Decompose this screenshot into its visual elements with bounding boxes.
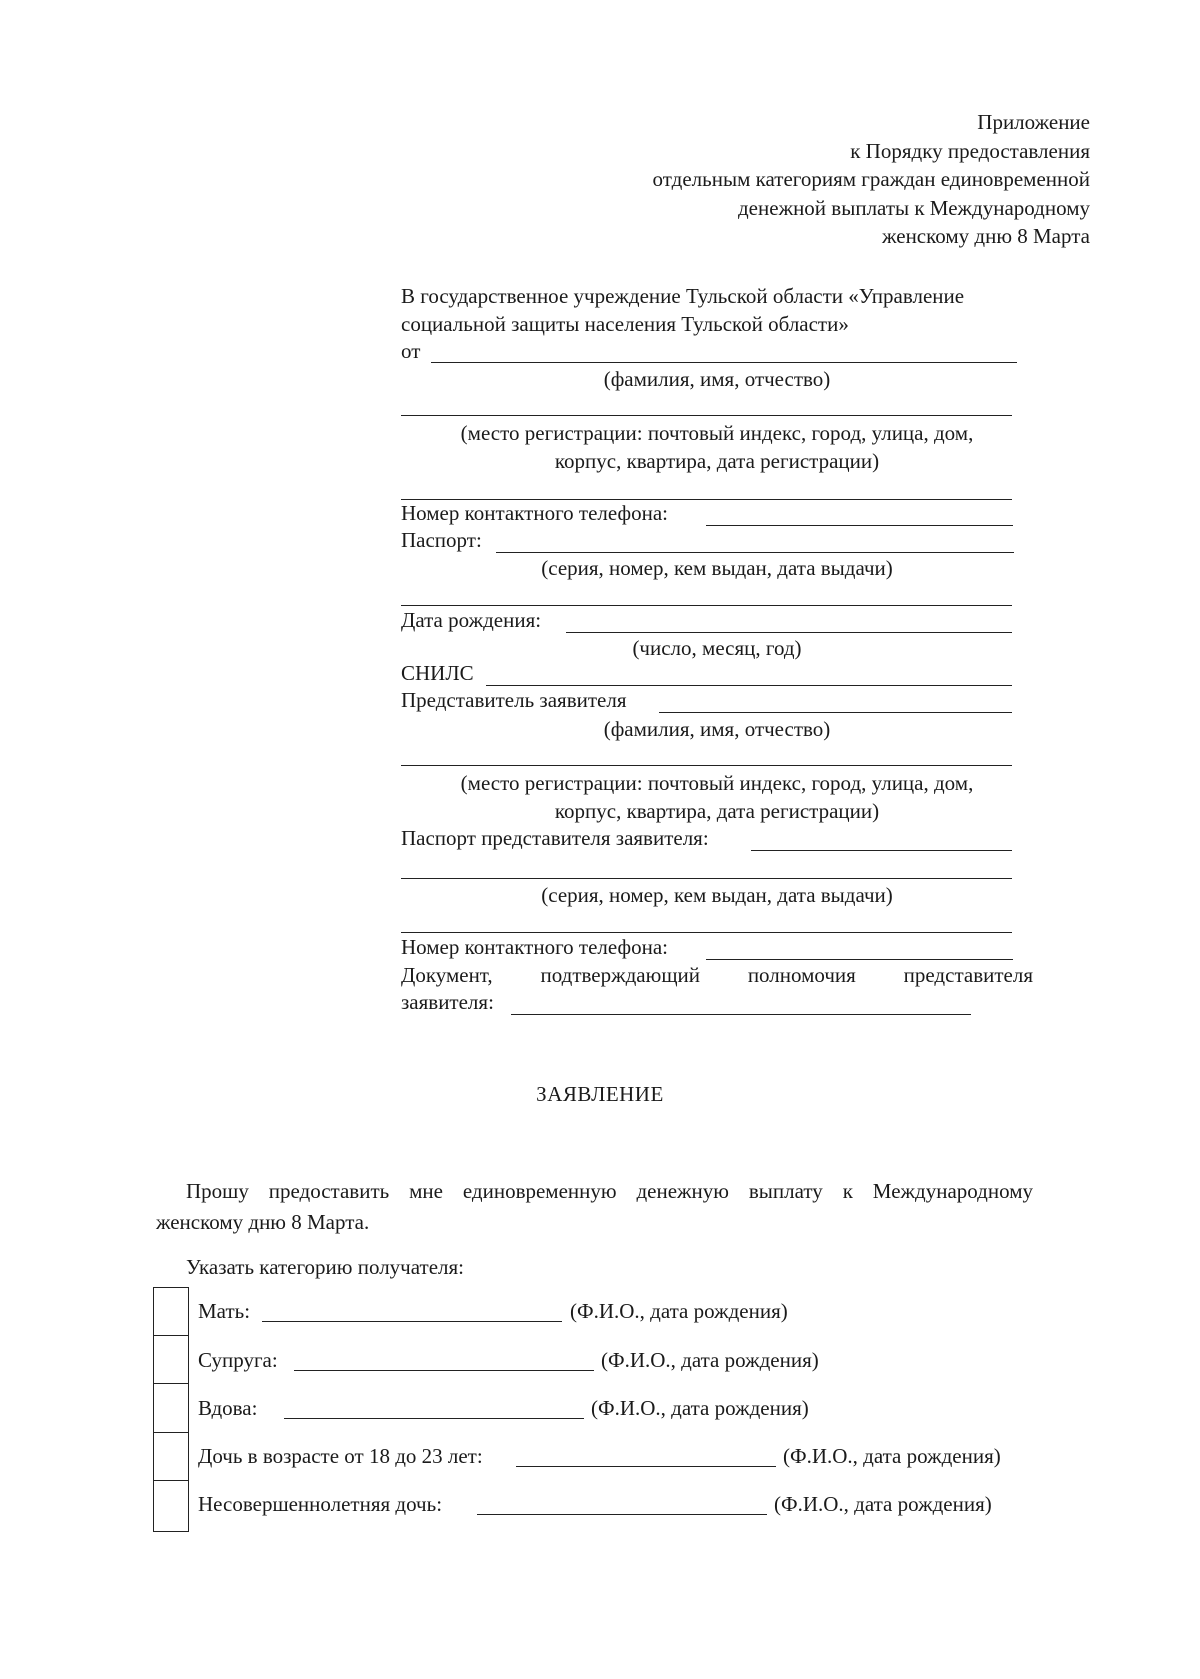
birth-field[interactable] <box>566 632 1012 633</box>
appendix-line: отдельным категориям граждан единовременной <box>652 167 1090 191</box>
applicant-fio-field[interactable] <box>431 362 1017 363</box>
representative-phone-label: Номер контактного телефона: <box>401 935 668 959</box>
appendix-header <box>653 108 1090 251</box>
appendix-line: денежной выплаты к Международному <box>738 195 1090 220</box>
phone-field[interactable] <box>706 525 1013 526</box>
authority-document-label: Документ, подтверждающий полномочия представителя <box>401 963 1033 987</box>
widow-fio-field[interactable] <box>284 1418 584 1419</box>
category-label: Дочь в возрасте от 18 до 23 лет: <box>198 1444 483 1468</box>
category-suffix: (Ф.И.О., дата рождения) <box>591 1396 809 1420</box>
category-label: Мать: <box>198 1299 251 1323</box>
checkbox-mother[interactable] <box>153 1287 189 1335</box>
checkbox-spouse[interactable] <box>153 1335 189 1383</box>
representative-label: Представитель заявителя <box>401 688 627 712</box>
representative-fio-hint: (фамилия, имя, отчество) <box>603 717 831 741</box>
from-label: от <box>401 339 421 363</box>
addressee-intro: В государственное учреждение Тульской области «Управление социальной защиты населения Тульской области» <box>401 284 965 336</box>
snils-label: СНИЛС <box>401 661 474 685</box>
birth-label: Дата рождения: <box>401 608 542 632</box>
snils-row <box>401 660 474 686</box>
checkbox-minor-daughter[interactable] <box>153 1479 189 1532</box>
registration-hint-line2: корпус, квартира, дата регистрации) <box>554 449 880 473</box>
category-suffix: (Ф.И.О., дата рождения) <box>774 1492 992 1516</box>
representative-registration-hint-line1: (место регистрации: почтовый индекс, город, улица, дом, <box>460 771 974 795</box>
phone-label: Номер контактного телефона: <box>401 501 668 525</box>
representative-passport-row <box>401 825 709 851</box>
representative-phone-row <box>401 934 668 960</box>
birth-hint: (число, месяц, год) <box>632 636 802 660</box>
passport-row <box>401 527 482 553</box>
applicant-registration-field[interactable] <box>401 415 1012 416</box>
representative-phone-field[interactable] <box>706 959 1013 960</box>
authority-document-row-2 <box>401 989 494 1015</box>
appendix-line: женскому дню 8 Марта <box>882 224 1090 248</box>
category-suffix: (Ф.И.О., дата рождения) <box>601 1348 819 1372</box>
category-label: Несовершеннолетняя дочь: <box>198 1492 443 1516</box>
authority-document-field[interactable] <box>511 1014 971 1015</box>
passport-field[interactable] <box>496 552 1014 553</box>
minor-daughter-fio-field[interactable] <box>477 1514 767 1515</box>
category-suffix: (Ф.И.О., дата рождения) <box>783 1444 1001 1468</box>
passport-extra-field[interactable] <box>401 605 1012 606</box>
appendix-line: Приложение <box>977 110 1090 134</box>
representative-row <box>401 687 627 713</box>
checkbox-widow[interactable] <box>153 1383 189 1431</box>
representative-registration-field[interactable] <box>401 765 1012 766</box>
representative-passport-hint: (серия, номер, кем выдан, дата выдачи) <box>541 883 893 907</box>
representative-registration-hint-line2: корпус, квартира, дата регистрации) <box>554 799 880 823</box>
category-label: Вдова: <box>198 1396 258 1420</box>
mother-fio-field[interactable] <box>262 1321 562 1322</box>
phone-row <box>401 500 668 526</box>
authority-document-row <box>401 962 1033 988</box>
fio-hint: (фамилия, имя, отчество) <box>603 367 831 391</box>
representative-fio-field[interactable] <box>659 712 1012 713</box>
checkbox-daughter-18-23[interactable] <box>153 1431 189 1479</box>
representative-passport-field[interactable] <box>751 850 1012 851</box>
representative-passport-extra-field[interactable] <box>401 878 1012 879</box>
statement-title: ЗАЯВЛЕНИЕ <box>536 1082 664 1106</box>
appendix-line: к Порядку предоставления <box>850 138 1090 163</box>
category-suffix: (Ф.И.О., дата рождения) <box>570 1299 788 1323</box>
birth-row <box>401 607 541 633</box>
request-text-line2: женскому дню 8 Марта. <box>156 1210 370 1234</box>
passport-label: Паспорт: <box>401 528 482 552</box>
spouse-fio-field[interactable] <box>294 1370 594 1371</box>
passport-hint: (серия, номер, кем выдан, дата выдачи) <box>541 556 893 580</box>
request-text-line1: Прошу предоставить мне единовременную денежную выплату к Международному <box>186 1179 1033 1203</box>
from-row <box>401 338 420 364</box>
snils-field[interactable] <box>486 685 1012 686</box>
registration-hint-line1: (место регистрации: почтовый индекс, город, улица, дом, <box>460 421 974 445</box>
representative-passport-label: Паспорт представителя заявителя: <box>401 826 709 850</box>
category-label: Супруга: <box>198 1348 278 1372</box>
daughter-fio-field[interactable] <box>516 1466 776 1467</box>
representative-passport-extra-field-2[interactable] <box>401 932 1012 933</box>
authority-document-label-2: заявителя: <box>401 990 494 1014</box>
addressee-block <box>401 282 1033 1014</box>
category-prompt: Указать категорию получателя: <box>186 1255 464 1279</box>
